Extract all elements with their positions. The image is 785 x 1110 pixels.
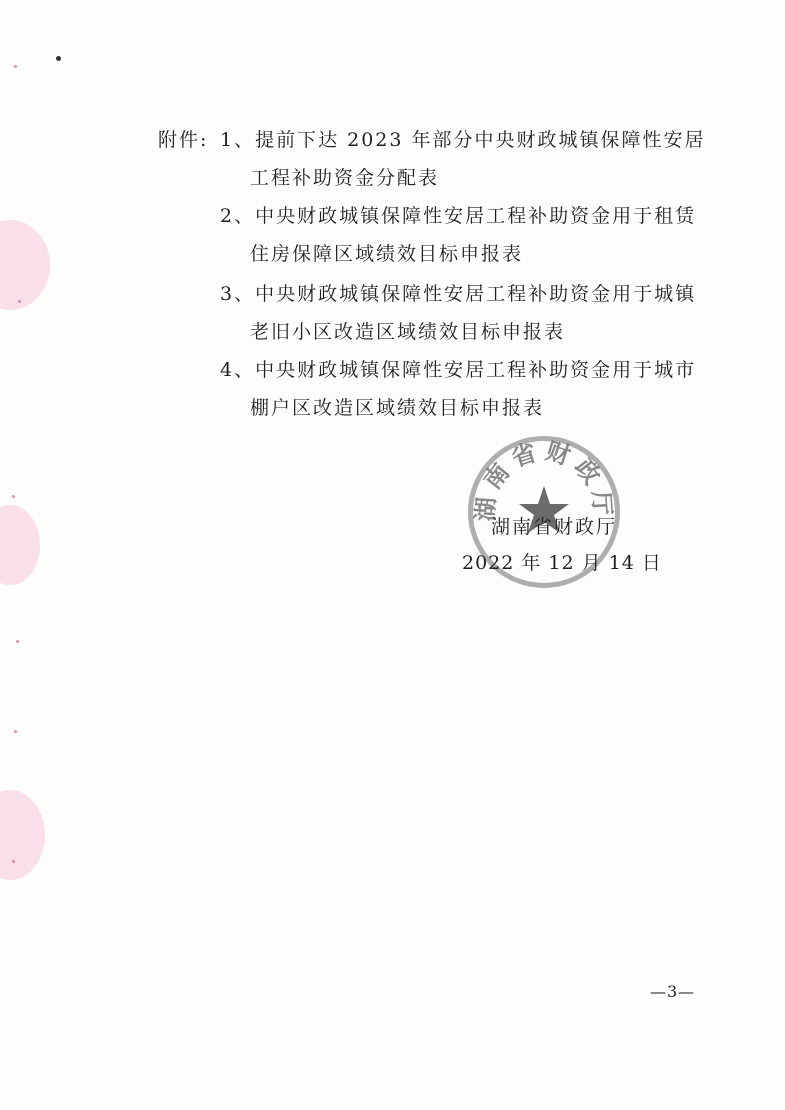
attachment-3-line2: 老旧小区改造区域绩效目标申报表 — [250, 321, 566, 343]
attachment-3-line1 — [220, 282, 696, 306]
attachment-2-line1 — [220, 204, 696, 228]
attachments-label: 附件: — [158, 129, 209, 151]
scan-mark — [12, 495, 15, 498]
attachment-text: 中央财政城镇保障性安居工程补助资金用于城镇 — [255, 283, 697, 305]
scan-mark — [0, 790, 45, 880]
attachment-number: 4、 — [220, 359, 256, 381]
issue-date: 2022 年 12 月 14 日 — [462, 552, 662, 574]
attachment-number: 3、 — [220, 283, 256, 305]
page-number: —3— — [650, 982, 696, 1001]
scan-mark — [16, 640, 19, 643]
scan-mark — [0, 220, 50, 310]
attachment-4-line2: 棚户区改造区域绩效目标申报表 — [250, 397, 545, 419]
attachment-number: 2、 — [220, 205, 256, 227]
attachment-1-line1 — [220, 128, 706, 152]
scan-mark — [12, 860, 15, 863]
attachment-number: 1、 — [220, 129, 256, 151]
attachment-text: 提前下达 2023 年部分中央财政城镇保障性安居 — [255, 129, 706, 151]
seal-text-path: 湖南省财政厅 — [470, 436, 618, 523]
attachment-1-line2: 工程补助资金分配表 — [250, 167, 440, 189]
attachment-text: 中央财政城镇保障性安居工程补助资金用于租赁 — [255, 205, 697, 227]
scan-mark — [18, 300, 21, 303]
attachment-2-line2: 住房保障区域绩效目标申报表 — [250, 243, 524, 265]
scan-mark — [56, 56, 61, 61]
attachment-4-line1 — [220, 358, 696, 382]
scan-mark — [14, 65, 17, 68]
scan-mark — [0, 505, 40, 585]
attachment-text: 中央财政城镇保障性安居工程补助资金用于城市 — [255, 359, 697, 381]
issuer-name: 湖南省财政厅 — [491, 516, 618, 538]
scan-mark — [14, 730, 17, 733]
